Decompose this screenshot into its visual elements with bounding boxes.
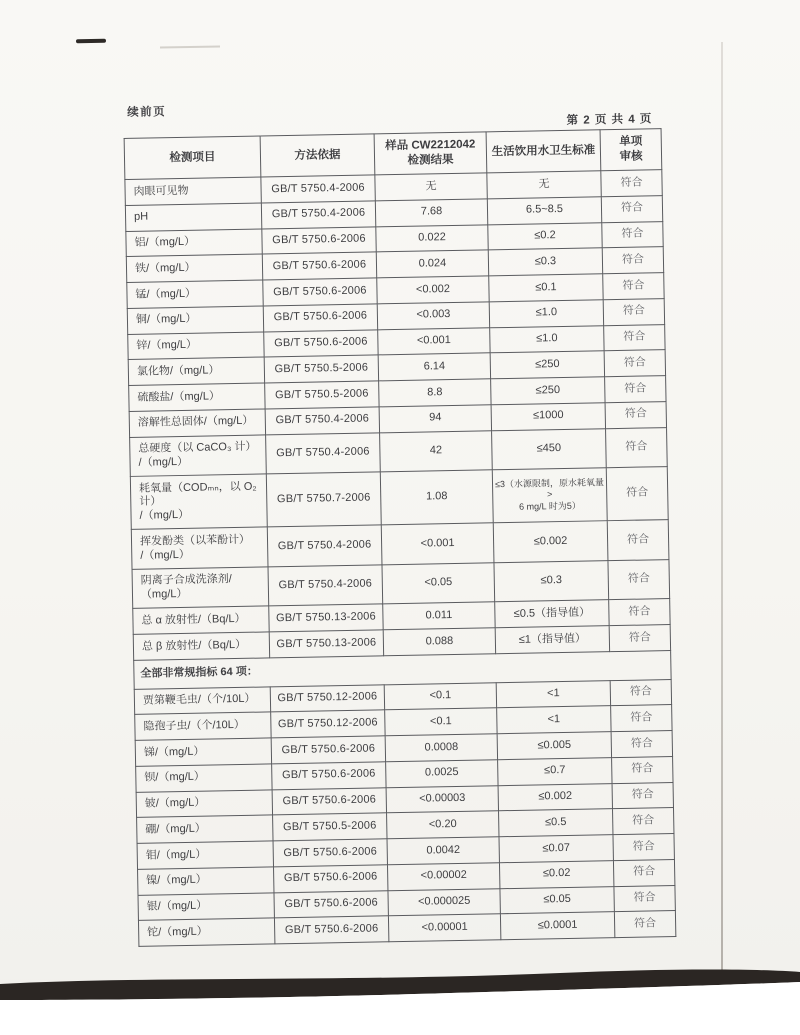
cell-review: 符合 — [603, 273, 664, 300]
cell-method: GB/T 5750.6-2006 — [263, 278, 377, 306]
cell-method: GB/T 5750.6-2006 — [263, 304, 377, 332]
cell-item: 肉眼可见物 — [125, 177, 261, 205]
cell-review: 符合 — [614, 885, 675, 912]
cell-review: 符合 — [607, 520, 669, 561]
cell-standard: ≤0.0001 — [500, 912, 614, 940]
cell-method: GB/T 5750.12-2006 — [271, 710, 385, 738]
cell-result: 94 — [379, 405, 491, 433]
test-results-table — [124, 128, 677, 947]
cell-item: 隐孢子虫/（个/10L） — [135, 712, 271, 740]
cell-item: 贾第鞭毛虫/（个/10L） — [134, 686, 270, 714]
cell-review: 符合 — [604, 324, 665, 351]
cell-result: <0.20 — [387, 811, 499, 839]
table-row — [130, 467, 668, 530]
cell-standard: ≤0.5（指导值） — [495, 600, 609, 628]
cell-method: GB/T 5750.5-2006 — [273, 813, 387, 841]
cell-result: <0.1 — [385, 708, 497, 736]
cell-result: <0.05 — [382, 563, 495, 605]
cell-review: 符合 — [612, 808, 673, 835]
cell-method: GB/T 5750.6-2006 — [272, 762, 386, 790]
col-header-test-item: 检测项目 — [124, 136, 261, 179]
cell-standard: ≤0.3 — [488, 248, 602, 276]
cell-method: GB/T 5750.4-2006 — [265, 407, 379, 435]
cell-result: <0.00001 — [388, 914, 500, 942]
cell-standard: <1 — [497, 706, 611, 734]
cell-result: <0.002 — [377, 276, 489, 304]
cell-standard: 6.5~8.5 — [487, 197, 601, 225]
cell-method: GB/T 5750.4-2006 — [267, 525, 382, 567]
cell-item: 铁/（mg/L） — [126, 254, 262, 282]
cell-method: GB/T 5750.5-2006 — [265, 381, 379, 409]
cell-result: 无 — [375, 173, 487, 201]
page-bottom-edge — [0, 958, 800, 1035]
cell-method: GB/T 5750.6-2006 — [262, 226, 376, 254]
page-indicator: 第 2 页 共 4 页 — [566, 113, 653, 127]
cell-standard: ≤0.2 — [488, 222, 602, 250]
cell-method: GB/T 5750.6-2006 — [274, 865, 388, 893]
cell-item: 镍/（mg/L） — [138, 867, 274, 895]
cell-item: 硼/（mg/L） — [137, 815, 273, 843]
cell-item: 锌/（mg/L） — [128, 331, 264, 359]
cell-method: GB/T 5750.6-2006 — [271, 736, 385, 764]
cell-standard: ≤250 — [490, 351, 604, 379]
cell-standard: ≤1000 — [491, 402, 605, 430]
cell-standard: ≤3（水源限制，原水耗氧量> 6 mg/L 时为5） — [492, 468, 607, 523]
cell-item: pH — [125, 203, 261, 231]
cell-review: 符合 — [606, 427, 668, 468]
cell-item: 总硬度（以 CaCO₃ 计） /（mg/L） — [130, 434, 267, 476]
cell-standard: ≤450 — [492, 428, 607, 470]
cell-standard: ≤0.07 — [499, 835, 613, 863]
page-top-edge-smudge — [160, 45, 220, 48]
section-header: 全部非常规指标 64 项： — [134, 650, 671, 689]
cell-method: GB/T 5750.4-2006 — [266, 432, 381, 474]
cell-method: GB/T 5750.4-2006 — [268, 565, 383, 607]
cell-standard: ≤0.02 — [499, 860, 613, 888]
cell-method: GB/T 5750.4-2006 — [261, 175, 375, 203]
cell-standard: ≤0.05 — [500, 886, 614, 914]
cell-review: 符合 — [614, 911, 675, 938]
cell-item: 铜/（mg/L） — [127, 306, 263, 334]
cell-result: 8.8 — [379, 379, 491, 407]
cell-review: 符合 — [612, 756, 673, 783]
cell-method: GB/T 5750.12-2006 — [270, 684, 384, 712]
cell-review: 符合 — [603, 298, 664, 325]
cell-item: 银/（mg/L） — [138, 892, 274, 920]
col-header-method: 方法依据 — [260, 134, 375, 177]
cell-standard: 无 — [487, 171, 601, 199]
cell-result: 0.0042 — [387, 837, 499, 865]
cell-item: 钡/（mg/L） — [136, 764, 272, 792]
cell-item: 总 α 放射性/（Bq/L） — [133, 606, 269, 634]
col-header-sample-result: 样品 CW2212042 检测结果 — [374, 132, 487, 175]
col-header-review: 单项 审核 — [600, 129, 662, 171]
cell-result: 0.024 — [376, 250, 488, 278]
cell-item: 钼/（mg/L） — [137, 841, 273, 869]
cell-standard: ≤0.3 — [494, 560, 609, 602]
cell-result: 6.14 — [378, 353, 490, 381]
cell-standard: ≤0.1 — [489, 274, 603, 302]
cell-result: <0.1 — [384, 682, 496, 710]
cell-method: GB/T 5750.6-2006 — [264, 329, 378, 357]
cell-standard: <1 — [496, 680, 610, 708]
page-content — [123, 94, 675, 947]
cell-review: 符合 — [602, 221, 663, 248]
cell-result: 0.0025 — [386, 759, 498, 787]
cell-method: GB/T 5750.4-2006 — [261, 201, 375, 229]
cell-review: 符合 — [605, 401, 666, 428]
cell-review: 符合 — [604, 350, 665, 377]
cell-review: 符合 — [611, 731, 672, 758]
cell-method: GB/T 5750.6-2006 — [272, 787, 386, 815]
cell-item: 铊/（mg/L） — [138, 918, 274, 946]
cell-method: GB/T 5750.6-2006 — [262, 252, 376, 280]
cell-review: 符合 — [609, 625, 670, 652]
cell-item: 铍/（mg/L） — [136, 789, 272, 817]
cell-method: GB/T 5750.13-2006 — [269, 630, 383, 658]
cell-review: 符合 — [610, 679, 671, 706]
cell-review: 符合 — [613, 859, 674, 886]
cell-standard: ≤250 — [491, 377, 605, 405]
cell-result: <0.001 — [378, 327, 490, 355]
cell-method: GB/T 5750.7-2006 — [266, 472, 381, 527]
cell-result: 0.088 — [383, 628, 495, 656]
cell-result: <0.003 — [377, 302, 489, 330]
cell-result: <0.00003 — [386, 785, 498, 813]
cell-item: 铝/（mg/L） — [126, 228, 262, 256]
cell-method: GB/T 5750.6-2006 — [273, 839, 387, 867]
cell-item: 溶解性总固体/（mg/L） — [129, 409, 265, 437]
cell-item: 阴离子合成洗涤剂/（mg/L） — [132, 567, 269, 609]
cell-result: 0.0008 — [385, 734, 497, 762]
cell-result: 42 — [380, 430, 493, 472]
cell-review: 符合 — [601, 195, 662, 222]
cell-standard: ≤0.7 — [498, 757, 612, 785]
cell-item: 锑/（mg/L） — [135, 738, 271, 766]
cell-review: 符合 — [605, 376, 666, 403]
cell-method: GB/T 5750.5-2006 — [264, 355, 378, 383]
cell-review: 符合 — [609, 599, 670, 626]
cell-result: <0.00002 — [387, 862, 499, 890]
cell-result: <0.000025 — [388, 888, 500, 916]
cell-standard: ≤0.005 — [497, 732, 611, 760]
cell-review: 符合 — [606, 467, 668, 521]
cell-standard: ≤0.002 — [498, 783, 612, 811]
cell-review: 符合 — [602, 247, 663, 274]
continuation-note: 续前页 — [127, 106, 167, 119]
cell-result: 1.08 — [380, 470, 493, 525]
cell-result: 7.68 — [375, 199, 487, 227]
cell-item: 挥发酚类（以苯酚计） /（mg/L） — [131, 527, 268, 569]
col-header-standard: 生活饮用水卫生标准 — [486, 130, 601, 173]
cell-item: 氯化物/（mg/L） — [128, 357, 264, 385]
cell-result: 0.022 — [376, 224, 488, 252]
cell-standard: ≤1.0 — [489, 299, 603, 327]
cell-item: 锰/（mg/L） — [127, 280, 263, 308]
cell-review: 符合 — [612, 782, 673, 809]
cell-standard: ≤1.0 — [490, 325, 604, 353]
cell-review: 符合 — [608, 559, 670, 600]
cell-standard: ≤1（指导值） — [495, 626, 609, 654]
page-right-edge — [721, 42, 723, 977]
cell-method: GB/T 5750.6-2006 — [274, 890, 388, 918]
cell-standard: ≤0.002 — [493, 521, 608, 563]
cell-result: <0.001 — [381, 523, 494, 565]
cell-result: 0.011 — [383, 602, 495, 630]
page-top-edge-mark — [76, 39, 106, 44]
table-body — [125, 170, 676, 947]
cell-item: 硫酸盐/（mg/L） — [129, 383, 265, 411]
cell-review: 符合 — [611, 705, 672, 732]
cell-method: GB/T 5750.13-2006 — [269, 604, 383, 632]
cell-review: 符合 — [601, 170, 662, 197]
cell-standard: ≤0.5 — [499, 809, 613, 837]
cell-item: 耗氧量（CODₘₙ，以 O₂ 计） /（mg/L） — [130, 474, 267, 530]
cell-review: 符合 — [613, 834, 674, 861]
cell-item: 总 β 放射性/（Bq/L） — [133, 632, 269, 660]
cell-method: GB/T 5750.6-2006 — [274, 916, 388, 944]
